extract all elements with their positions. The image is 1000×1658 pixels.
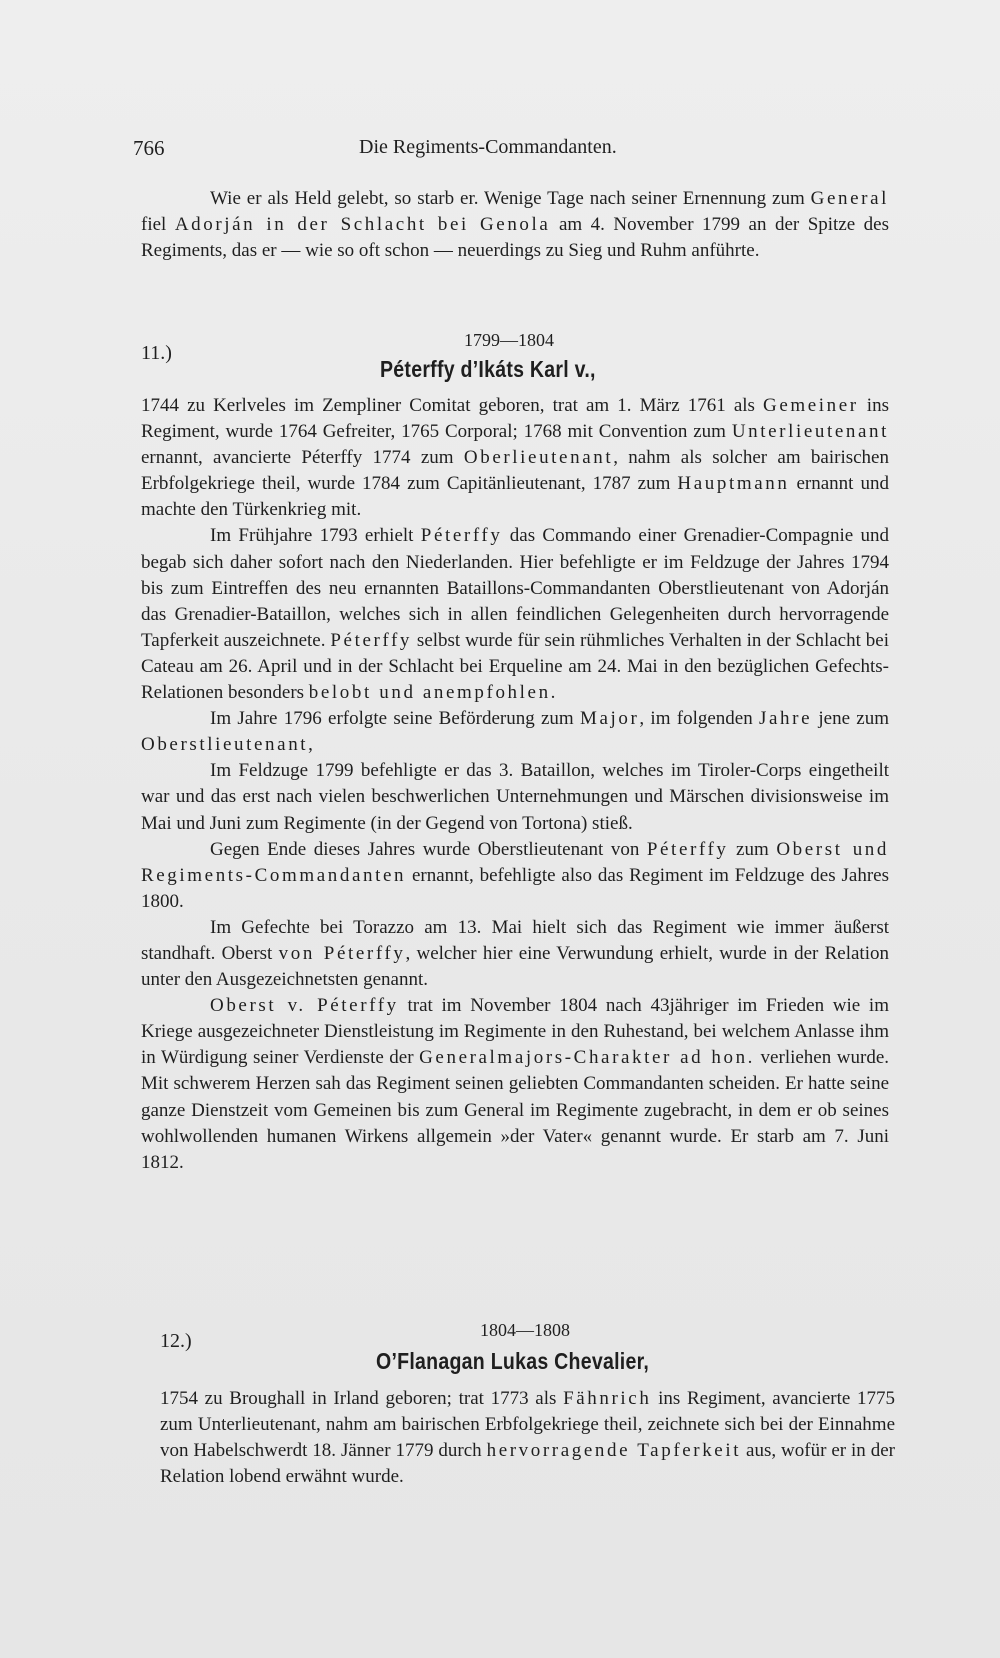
entry-12-number: 12.) <box>160 1330 192 1352</box>
entry-11-paragraph-5: Gegen Ende dieses Jahres wurde Oberstlieutenant von Péterffy zum Oberst und Regiments-Commandanten ernannt, befehligte also das Regiment im Feldzuge des Jahres 1800. <box>141 838 890 912</box>
entry-11-paragraph-7: Oberst v. Péterffy trat im November 1804 nach 43jähriger im Frieden wie im Kriege ausgezeichneter Dienstleistung im Regimente in den Ruhestand, bei welchem Anlasse ihm in Würdigung seiner Verdienste der Generalmajors-Charakter ad hon. verliehen wurde. Mit schwerem Herzen sah das Regiment seinen geliebten Commandanten scheiden. Er hatte seine ganze Dienstzeit vom Gemeinen bis zum General im Regimente zugebracht, in dem er ob seines wohlwollenden humanen Wirkens allgemein »der Vater« genannt wurde. Er starb am 7. Juni 1812. <box>141 995 890 1173</box>
entry-12-body <box>160 1386 895 1490</box>
intro-paragraph: Wie er als Held gelebt, so starb er. Wenige Tage nach seiner Ernennung zum General fiel Adorján in der Schlacht bei Genola am 4. November 1799 an der Spitze des Regiments, das er — wie so oft schon — neuerdings zu Sieg und Ruhm anführte. <box>141 188 890 262</box>
entry-12-name: O’Flanagan Lukas Chevalier, <box>376 1348 650 1374</box>
entry-11-years: 1799—1804 <box>464 330 554 350</box>
page-header <box>133 136 883 162</box>
intro-paragraph-block <box>141 186 889 264</box>
entry-12-paragraph-1: 1754 zu Broughall in Irland geboren; trat 1773 als Fähnrich ins Regiment, avancierte 1775 zum Unterlieutenant, nahm am bairischen Erbfolgekriege theil, zeichnete sich bei der Einnahme von Habelschwerdt 18. Jänner 1779 durch hervorragende Tapferkeit aus, wofür er in der Relation lobend erwähnt wurde. <box>160 1388 895 1488</box>
emph-adorjan: Adorján in der Schlacht bei Genola <box>174 214 551 236</box>
entry-11-paragraph-2: Im Frühjahre 1793 erhielt Péterffy das Commando einer Grenadier-Compagnie und begab sich daher sofort nach den Niederlanden. Hier befehligte er im Feldzuge der Jahres 1794 bis zum Eintreffen des neu ernannten Bataillons-Commandanten Oberstlieutenant von Adorján das Grenadier-Bataillon, welches sich in allen feindlichen Gelegenheiten durch hervorragende Tapferkeit auszeichnete. Péterffy selbst wurde für sein rühmliches Verhalten in der Schlacht bei Cateau am 26. April und in der Schlacht bei Erqueline am 24. Mai in den bezüglichen Gefechts-Relationen besonders belobt und anempfohlen. <box>141 525 889 704</box>
entry-11-paragraph-4: Im Feldzuge 1799 befehligte er das 3. Bataillon, welches im Tiroler-Corps eingetheilt war und das erst nach vielen beschwerlichen Unternehmungen und Märschen divisionsweise im Mai und Juni zum Regimente (in der Gegend von Tortona) stieß. <box>141 760 889 834</box>
entry-12-years: 1804—1808 <box>480 1320 570 1340</box>
emph-general: General <box>810 188 889 209</box>
running-title: Die Regiments-Commandanten. <box>359 136 617 158</box>
entry-11-paragraph-3: Im Jahre 1796 erfolgte seine Beförderung zum Major, im folgenden Jahre jene zum Oberstlieutenant, <box>141 708 890 756</box>
entry-11-paragraph-1: 1744 zu Kerlveles im Zempliner Comitat geboren, trat am 1. März 1761 als Gemeiner ins Regiment, wurde 1764 Gefreiter, 1765 Corporal; 1768 mit Convention zum Unterlieutenant ernannt, avancierte Péterffy 1774 zum Oberlieutenant, nahm als solcher am bairischen Erbfolgekriege theil, wurde 1784 zum Capitänlieutenant, 1787 zum Hauptmann ernannt und machte den Türkenkrieg mit. <box>141 395 889 521</box>
entry-11-paragraph-6: Im Gefechte bei Torazzo am 13. Mai hielt sich das Regiment wie immer äußerst standhaft. Oberst von Péterffy, welcher hier eine Verwundung erhielt, wurde in der Relation unter den Ausgezeichnetsten genannt. <box>141 916 889 991</box>
entry-11-name: Péterffy d’Ikáts Karl v., <box>380 356 596 382</box>
entry-11-number: 11.) <box>141 342 172 364</box>
entry-11-body <box>141 393 889 1176</box>
page-number: 766 <box>133 136 165 160</box>
